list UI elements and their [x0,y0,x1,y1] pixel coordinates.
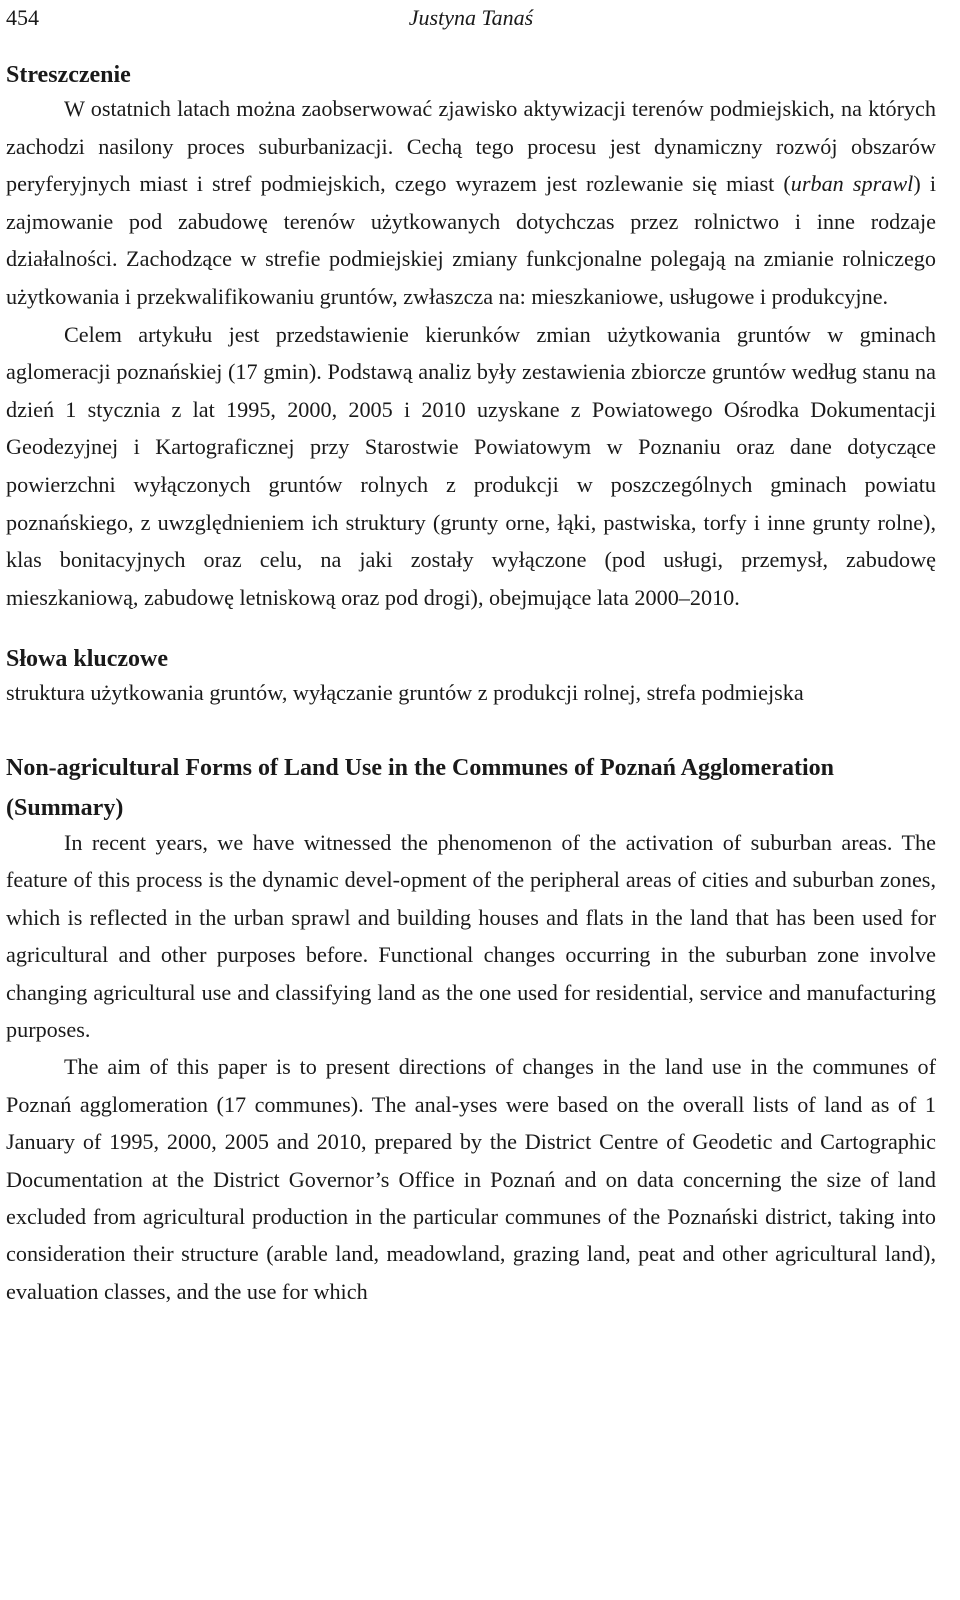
summary-english [6,748,936,1310]
abstract-p1-italic-term: urban sprawl [790,171,914,197]
summary-paragraph-1: In recent years, we have witnessed the phenomenon of the activation of suburban areas. The feature of this process is the dynamic devel-opment of the peripheral areas of cities and suburban zones, which is reflected in the urban sprawl and building houses and flats in the land that has been used for agricultural and other purposes before. Functional changes occurring in the suburban zone involve changing agricultural use and classifying land as the one used for residential, service and manufacturing purposes. [6,829,936,1042]
abstract-paragraph-2: Celem artykułu jest przedstawienie kierunków zmian użytkowania gruntów w gminach aglomeracji poznańskiej (17 gmin). Podstawą analiz były zestawienia zbiorcze gruntów według stanu na dzień 1 stycznia z lat 1995, 2000, 2005 i 2010 uzyskane z Powiatowego Ośrodka Dokumentacji Geodezyjnej i Kartograficznej przy Starostwie Powiatowym w Poznaniu oraz dane dotyczące powierzchni wyłączonych gruntów rolnych z produkcji w poszczególnych gminach powiatu poznańskiego, z uwzględnieniem ich struktury (grunty orne, łąki, pastwiska, torfy i inne grunty rolne), klas bonitacyjnych oraz celu, na jaki zostały wyłączone (pod usługi, przemysł, zabudowę mieszkaniową, zabudowę letniskową oraz pod drogi), obejmujące lata 2000–2010. [6,321,936,610]
page-number: 454 [6,5,39,30]
abstract-paragraph-1 [6,90,936,316]
running-head [6,0,936,36]
running-author: Justyna Tanaś [408,5,534,30]
keywords-section [6,644,936,712]
abstract-polish [6,60,936,616]
abstract-p1-start: W ostatnich latach można zaobserwować zjawisko aktywizacji terenów podmiejskich, na których zachodzi nasilony proces suburbanizacji. Cechą tego procesu jest dynamiczny rozwój obszarów peryferyjnych miast i stref podmiejskich, czego wyrazem jest rozlewanie się miast ( [6,96,936,197]
abstract-p1-end: ) i zajmowanie pod zabudowę terenów użytkowanych dotychczas przez rolnictwo i inne rodzaje działalności. Zachodzące w strefie podmiejskiej zmiany funkcjonalne polegają na zmianie rolniczego użytkowania i przekwalifikowaniu gruntów, zwłaszcza na: mieszkaniowe, usługowe i produkcyjne. [6,171,936,309]
summary-paragraph-2: The aim of this paper is to present directions of changes in the land use in the communes of Poznań agglomeration (17 communes). The anal-yses were based on the overall lists of land as of 1 January of 1995, 2000, 2005 and 2010, prepared by the District Centre of Geodetic and Cartographic Documentation at the District Governor’s Office in Poznań and on data concerning the size of land excluded from agricultural production in the particular communes of the Poznański district, taking into consideration their structure (arable land, meadowland, grazing land, peat and other agricultural land), evaluation classes, and the use for which [6,1054,936,1304]
summary-title: Non-agricultural Forms of Land Use in the Communes of Poznań Agglomeration (Summary) [6,754,834,821]
keywords-text: struktura użytkowania gruntów, wyłączanie gruntów z produkcji rolnej, strefa podmiejska [6,680,804,706]
page [6,0,936,1310]
keywords-heading: Słowa kluczowe [6,646,168,673]
abstract-heading: Streszczenie [6,62,131,88]
